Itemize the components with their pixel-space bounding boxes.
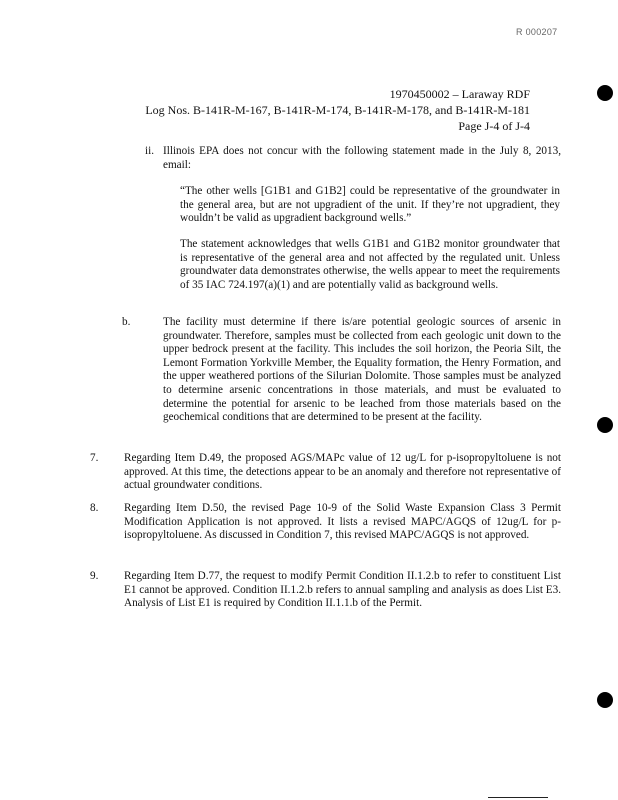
item-9-marker: 9. [90,570,99,582]
item-9-text: Regarding Item D.77, the request to modify Permit Condition II.1.2.b to refer to constituent List E1 cannot be approved. Condition II.1.2.b refers to annual sampling and analysis as does List E3. Analysis of List E1 is required by Condition II.1.1.b of the Permit. [124,570,561,610]
item-ii-quote: “The other wells [G1B1 and G1B2] could be representative of the groundwater in the general area, but are not upgradient of the unit. If they’re not upgradient, they wouldn’t be valid as upgradient background wells.” [180,185,560,225]
binder-hole-top [597,85,613,101]
item-b-text: The facility must determine if there is/are potential geologic sources of arsenic in groundwater. Therefore, samples must be collected from each geologic unit down to the upper bedrock present at the facility. This includes the soil horizon, the Peoria Silt, the Lemont Formation Yorkville Member, the Equality formation, the Henry Formation, and the upper weathered portions of the Silurian Dolomite. Those samples must be analyzed to determine arsenic concentrations in those materials, and must be evaluated to determine the potential for arsenic to be leached from those materials based on the geochemical conditions that are determined to be present at the facility. [163,316,561,424]
item-ii-marker: ii. [145,145,155,157]
header-log-numbers: Log Nos. B-141R-M-167, B-141R-M-174, B-141R-M-178, and B-141R-M-181 [145,103,530,117]
item-7-text: Regarding Item D.49, the proposed AGS/MAPc value of 12 ug/L for p-isopropyltoluene is not approved. At this time, the detections appear to be an anomaly and therefore not representative of actual groundwater conditions. [124,452,561,492]
binder-hole-middle [597,417,613,433]
item-b-marker: b. [122,316,131,328]
item-8-text: Regarding Item D.50, the revised Page 10-9 of the Solid Waste Expansion Class 3 Permit Modification Application is not approved. It lists a revised MAPC/AGQS of 12ug/L for p-isopropyltoluene. As discussed in Condition 7, this revised MAPC/AGQS is not approved. [124,502,561,542]
binder-hole-bottom [597,692,613,708]
header-facility-id: 1970450002 – Laraway RDF [389,87,530,101]
item-ii-text: Illinois EPA does not concur with the following statement made in the July 8, 2013, email: [163,145,561,171]
footer-rule [488,797,548,798]
header-page-number: Page J-4 of J-4 [458,119,530,133]
item-8-marker: 8. [90,502,99,514]
item-7-marker: 7. [90,452,99,464]
item-ii-response: The statement acknowledges that wells G1B1 and G1B2 monitor groundwater that is representative of the general area and not affected by the regulated unit. Unless groundwater data demonstrates otherwise, the wells appear to meet the requirements of 35 IAC 724.197(a)(1) and are potentially valid as background wells. [180,238,560,291]
document-stamp: R 000207 [516,27,558,37]
